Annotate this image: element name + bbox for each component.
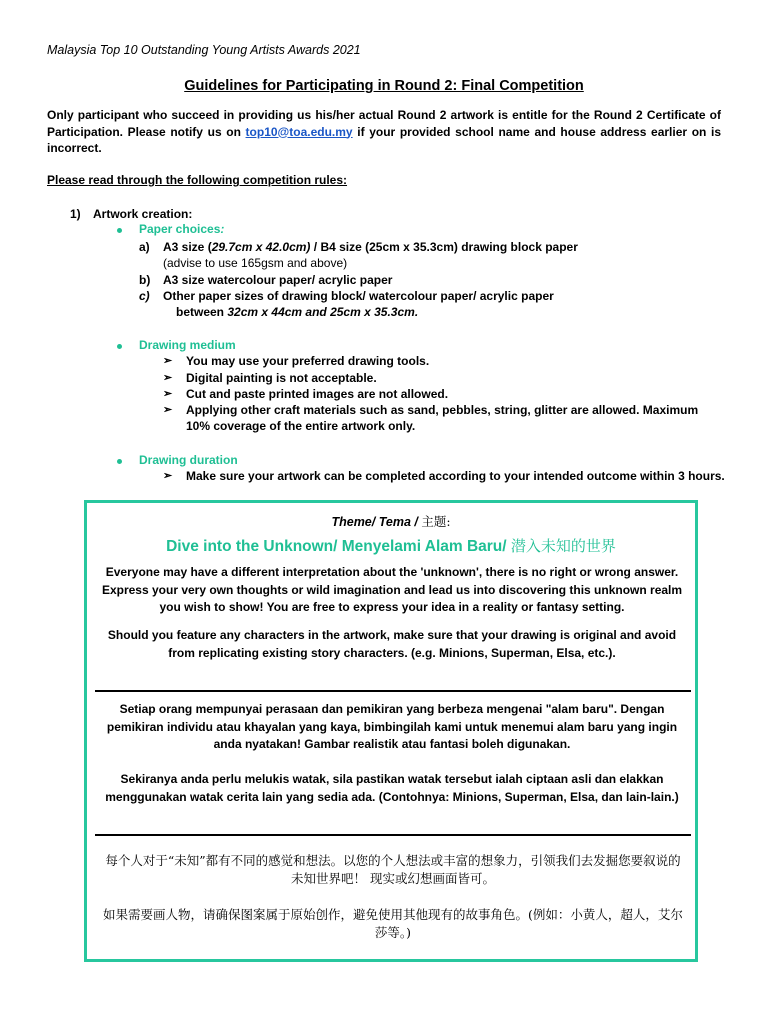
paper-item-c-marker: c): [139, 289, 150, 303]
theme-en-paragraph-2: Should you feature any characters in the artwork, make sure that your drawing is original and avoid from replicating existing story characters. (e.g. Minions, Superman, Elsa, etc.).: [107, 628, 677, 660]
theme-label-zh: 主题:: [421, 514, 451, 529]
document-subtitle: Malaysia Top 10 Outstanding Young Artists Awards 2021: [47, 43, 361, 57]
medium-item-continuation: 10% coverage of the entire artwork only.: [186, 419, 416, 433]
section-number: 1): [70, 207, 81, 221]
theme-label-text: Theme/ Tema /: [331, 515, 422, 529]
arrow-bullet-icon: ➢: [163, 372, 173, 384]
theme-title: [87, 535, 695, 556]
paper-item-a-part3: / B4 size (25cm x 35.3cm) drawing block paper: [310, 240, 578, 254]
theme-zh-paragraph-1: 每个人对于“未知”都有不同的感觉和想法。以您的个人想法或丰富的想象力，引领我们去发掘您要叙说的未知世界吧！ 现实或幻想画面皆可。: [105, 853, 681, 886]
medium-item: You may use your preferred drawing tools.: [186, 354, 430, 368]
theme-ms-paragraph-2: Sekiranya anda perlu melukis watak, sila pastikan watak tersebut ialah ciptaan asli dan elakkan menggunakan watak cerita lain yang sedia ada. (Contohnya: Minions, Superman, Elsa, dan lain-lain.): [105, 772, 679, 804]
document-title: Guidelines for Participating in Round 2: Final Competition: [184, 78, 584, 94]
section-title: Artwork creation:: [93, 207, 193, 221]
theme-title-text: Dive into the Unknown/ Menyelami Alam Baru/: [166, 538, 511, 555]
divider: [95, 834, 691, 836]
theme-box: [84, 500, 698, 962]
paper-item-c-range: [176, 305, 418, 319]
bullet-dot: [117, 228, 122, 233]
medium-item: Digital painting is not acceptable.: [186, 371, 377, 385]
theme-ms-paragraph-1: Setiap orang mempunyai perasaan dan pemikiran yang berbeza mengenai "alam baru". Dengan pemikiran individu atau khayalan yang kaya, bimbingilah kami untuk menemui alam baru yang ingin anda nyatakan! Gambar realistik atau fantasi boleh digunakan.: [106, 702, 678, 751]
paper-item-c-range-sizes: 32cm x 44cm and 25cm x 35.3cm.: [227, 305, 419, 319]
arrow-bullet-icon: ➢: [163, 388, 173, 400]
paper-item-a-part1: A3 size (: [163, 240, 212, 254]
bullet-dot: [117, 344, 122, 349]
arrow-bullet-icon: ➢: [163, 404, 173, 416]
theme-en-paragraph-1: Everyone may have a different interpretation about the 'unknown', there is no right or wrong answer. Express your very own thoughts or wild imagination and lead us into discovering this unknown realm you wish to show! You are free to express your idea in a reality or fantasy setting.: [101, 565, 683, 614]
paper-choices-label: [139, 222, 224, 236]
rules-heading: Please read through the following competition rules:: [47, 173, 348, 187]
intro-paragraph: [47, 107, 721, 157]
paper-item-a-marker: a): [139, 240, 150, 254]
medium-item: Applying other craft materials such as sand, pebbles, string, glitter are allowed. Maximum: [186, 403, 699, 417]
paper-item-c: Other paper sizes of drawing block/ watercolour paper/ acrylic paper: [163, 289, 554, 303]
intro-text-before: Only participant who succeed in providing us his/her actual Round 2 artwork is entitle for the Round 2 Certificate of Participation. Please notify us on: [47, 108, 721, 139]
bullet-dot: [117, 459, 122, 464]
paper-item-a-note: (advise to use 165gsm and above): [163, 256, 348, 270]
paper-item-a: [163, 240, 578, 254]
paper-choices-colon: :: [220, 222, 225, 236]
intro-text-after: if your provided school name and house address earlier on is incorrect.: [47, 124, 722, 155]
email-link[interactable]: top10@toa.edu.my: [245, 124, 353, 139]
medium-item: Cut and paste printed images are not allowed.: [186, 387, 449, 401]
arrow-bullet-icon: ➢: [163, 470, 173, 482]
theme-zh-paragraph-2: 如果需要画人物，请确保图案属于原始创作，避免使用其他现有的故事角色。(例如：小黄人，超人，艾尔莎等。): [103, 907, 683, 940]
divider: [95, 690, 691, 692]
drawing-medium-label: Drawing medium: [139, 338, 236, 352]
paper-choices-text: Paper choices: [139, 222, 221, 236]
paper-item-b-marker: b): [139, 273, 151, 287]
paper-item-a-size: 29.7cm x 42.0cm): [211, 240, 311, 254]
arrow-bullet-icon: ➢: [163, 355, 173, 367]
paper-item-b: A3 size watercolour paper/ acrylic paper: [163, 273, 393, 287]
theme-label: [87, 512, 695, 530]
duration-item: Make sure your artwork can be completed according to your intended outcome within 3 hours.: [186, 469, 725, 483]
theme-title-zh: 潜入未知的世界: [510, 537, 616, 555]
drawing-duration-label: Drawing duration: [139, 453, 238, 467]
paper-item-c-range-prefix: between: [176, 305, 228, 319]
